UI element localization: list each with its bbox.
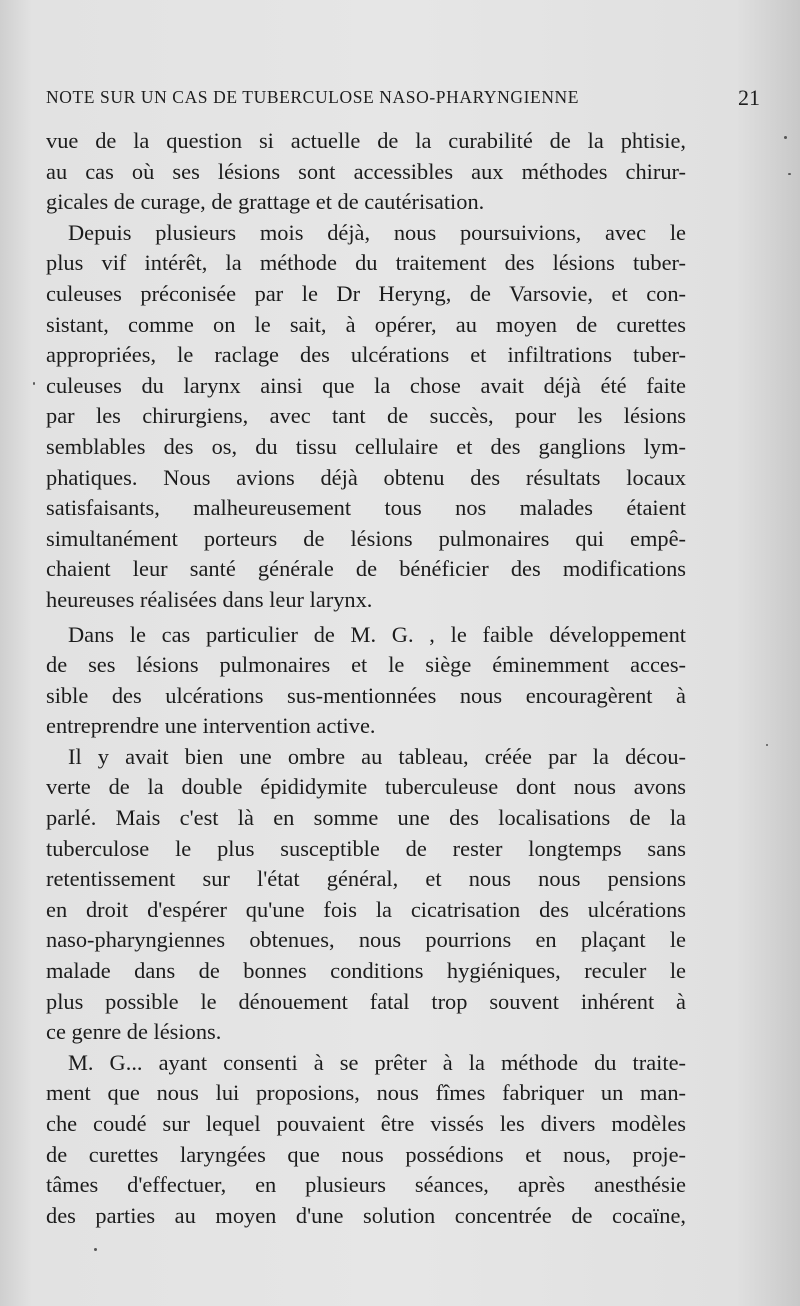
text-line: plus possible le dénouement fatal trop souvent inhérent à [46,988,686,1014]
text-line: malade dans de bonnes conditions hygiéniques, reculer le [46,958,686,984]
text-line: satisfaisants, malheureusement tous nos malades étaient [46,495,686,521]
text-line: sistant, comme on le sait, à opérer, au moyen de curettes [46,311,686,337]
text-line: plus vif intérêt, la méthode du traitement des lésions tuber- [46,250,686,276]
text-line: culeuses préconisée par le Dr Heryng, de Varsovie, et con- [46,280,686,306]
text-line: vue de la question si actuelle de la curabilité de la phtisie, [46,128,686,153]
text-line: phatiques. Nous avions déjà obtenu des résultats locaux [46,464,686,490]
text-line: culeuses du larynx ainsi que la chose avait déjà été faite [46,372,686,398]
text-line: Il y avait bien une ombre au tableau, créée par la décou- [68,743,686,769]
text-line: des parties au moyen d'une solution concentrée de cocaïne, [46,1202,686,1228]
text-line: par les chirurgiens, avec tant de succès, pour les lésions [46,403,686,429]
running-head: NOTE SUR UN CAS DE TUBERCULOSE NASO-PHARYNGIENNE [46,87,580,107]
text-line: sible des ulcérations sus-mentionnées nous encouragèrent à [46,682,686,708]
paragraph [46,620,686,742]
text-line: de curettes laryngées que nous possédions et nous, proje- [46,1141,686,1167]
paragraph [46,218,686,616]
text-line: parlé. Mais c'est là en somme une des localisations de la [46,805,686,831]
body-text [46,126,686,1231]
text-line: de ses lésions pulmonaires et le siège éminemment acces- [46,652,686,678]
print-speck [94,1248,97,1251]
text-line: naso-pharyngiennes obtenues, nous pourrions en plaçant le [46,927,686,953]
text-line: au cas où ses lésions sont accessibles aux méthodes chirur- [46,158,686,184]
page-number: 21 [738,85,760,110]
paragraph [46,742,686,1048]
text-line: M. G... ayant consenti à se prêter à la méthode du traite- [68,1049,686,1075]
text-line: ment que nous lui proposions, nous fîmes fabriquer un man- [46,1080,686,1106]
text-line: tâmes d'effectuer, en plusieurs séances, après anesthésie [46,1172,686,1198]
text-line: retentissement sur l'état général, et nous nous pensions [46,866,686,892]
text-line: en droit d'espérer qu'une fois la cicatrisation des ulcérations [46,896,686,922]
print-speck [788,173,791,175]
page-header [46,87,760,117]
text-line: appropriées, le raclage des ulcérations et infiltrations tuber- [46,342,686,368]
text-line: simultanément porteurs de lésions pulmonaires qui empê- [46,525,686,551]
print-speck [784,136,787,139]
paragraph [46,1048,686,1232]
text-line: che coudé sur lequel pouvaient être vissés les divers modèles [46,1111,686,1136]
text-line: heureuses réalisées dans leur larynx. [46,586,373,612]
text-line: gicales de curage, de grattage et de cautérisation. [46,189,485,215]
print-speck [33,382,35,385]
text-line: semblables des os, du tissu cellulaire et des ganglions lym- [46,433,686,459]
text-line: verte de la double épididymite tuberculeuse dont nous avons [46,774,686,800]
text-line: tuberculose le plus susceptible de rester longtemps sans [46,835,686,861]
text-line: Dans le cas particulier de M. G. , le faible développement [68,621,686,647]
text-line: Depuis plusieurs mois déjà, nous poursuivions, avec le [68,219,686,245]
text-line: ce genre de lésions. [46,1019,222,1045]
text-line: entreprendre une intervention active. [46,713,376,739]
print-speck [766,744,768,746]
text-line: chaient leur santé générale de bénéficier des modifications [46,556,686,582]
paragraph [46,126,686,218]
